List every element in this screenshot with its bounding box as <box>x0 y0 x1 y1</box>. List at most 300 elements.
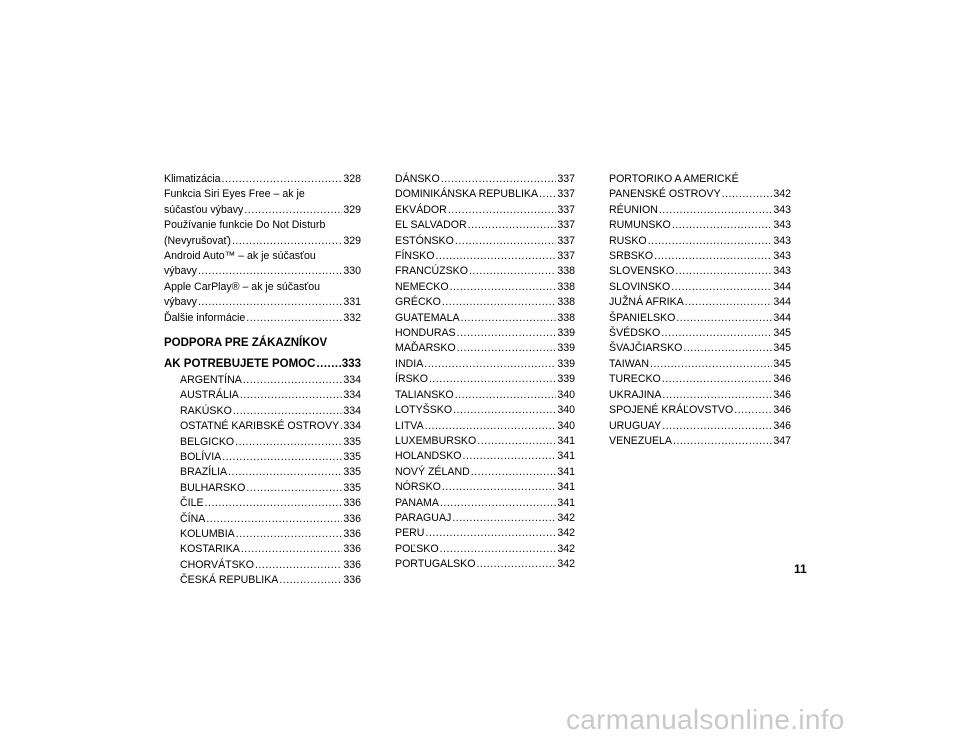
toc-entry-row <box>395 172 575 187</box>
leader-dots <box>279 573 342 588</box>
toc-entry-page: 342 <box>557 527 575 540</box>
toc-entry-row <box>609 434 791 449</box>
toc-entry[interactable] <box>395 465 575 480</box>
leader-dots <box>198 264 342 279</box>
toc-entry-page: 341 <box>557 434 575 447</box>
toc-entry-title: TALIANSKO <box>395 388 454 401</box>
toc-entry-page: 336 <box>343 512 361 525</box>
leader-dots <box>648 234 773 249</box>
toc-entry[interactable] <box>609 264 791 279</box>
toc-entry-title: JUŽNÁ AFRIKA <box>609 296 684 309</box>
toc-entry-page: 344 <box>773 296 791 309</box>
toc-entry-page: 329 <box>343 234 361 247</box>
toc-entry-heading[interactable] <box>164 357 361 372</box>
toc-entry[interactable] <box>395 218 575 233</box>
toc-entry-row <box>395 526 575 541</box>
toc-entry[interactable] <box>164 187 361 218</box>
toc-entry[interactable] <box>395 249 575 264</box>
toc-entry[interactable] <box>395 388 575 403</box>
leader-dots <box>236 527 343 542</box>
toc-entry-page: 342 <box>557 558 575 571</box>
toc-entry[interactable] <box>395 295 575 310</box>
toc-entry[interactable] <box>180 573 361 588</box>
toc-entry[interactable] <box>180 450 361 465</box>
toc-entry-title: Ďalšie informácie <box>164 311 246 324</box>
toc-entry[interactable] <box>395 526 575 541</box>
leader-dots <box>734 403 772 418</box>
toc-entry-row <box>609 280 791 295</box>
toc-entry-page: 335 <box>343 450 361 463</box>
toc-entry-title: LUXEMBURSKO <box>395 434 477 447</box>
toc-entry-title-line: Apple CarPlay® – ak je súčasťou <box>164 280 321 293</box>
toc-entry[interactable] <box>395 326 575 341</box>
toc-entry[interactable] <box>180 404 361 419</box>
toc-entry-row <box>180 465 361 480</box>
leader-dots <box>455 234 556 249</box>
toc-entry-title: RUSKO <box>609 234 647 247</box>
toc-entry-title: ŠPANIELSKO <box>609 311 676 324</box>
toc-entry-row <box>180 388 361 403</box>
leader-dots <box>468 218 557 233</box>
leader-dots <box>243 373 343 388</box>
toc-entry-page: 334 <box>343 389 361 402</box>
toc-entry[interactable] <box>395 311 575 326</box>
toc-entry-row <box>609 419 791 434</box>
leader-dots <box>442 480 556 495</box>
toc-entry-row <box>609 264 791 279</box>
leader-dots <box>671 280 772 295</box>
toc-entry-page: 337 <box>557 203 575 216</box>
toc-entry-page: 331 <box>343 296 361 309</box>
toc-entry-row <box>180 573 361 588</box>
leader-dots <box>457 341 557 356</box>
toc-entry-page: 336 <box>343 543 361 556</box>
toc-entry[interactable] <box>180 512 361 527</box>
toc-entry[interactable] <box>180 542 361 557</box>
toc-entry[interactable] <box>609 434 791 449</box>
toc-entry[interactable] <box>164 249 361 280</box>
toc-entry[interactable] <box>395 403 575 418</box>
toc-entry-row <box>609 249 791 264</box>
leader-dots <box>316 357 340 372</box>
toc-entry-row <box>395 388 575 403</box>
toc-entry-row <box>609 372 791 387</box>
toc-entry-title: AK POTREBUJETE POMOC <box>164 358 316 371</box>
toc-entry[interactable] <box>180 558 361 573</box>
toc-entry-title: výbavy <box>164 296 197 309</box>
toc-entry[interactable] <box>180 481 361 496</box>
toc-entry-row <box>395 403 575 418</box>
toc-entry-row <box>609 341 791 356</box>
toc-entry-row <box>180 435 361 450</box>
toc-entry-row <box>395 496 575 511</box>
toc-entry-title: UKRAJINA <box>609 388 662 401</box>
toc-entry-row <box>395 557 575 572</box>
toc-entry-page: 343 <box>773 203 791 216</box>
toc-entry-title: PARAGUAJ <box>395 511 452 524</box>
toc-entry-page: 342 <box>557 511 575 524</box>
toc-entry-row <box>180 558 361 573</box>
toc-entry[interactable] <box>180 388 361 403</box>
toc-entry-page: 341 <box>557 450 575 463</box>
toc-entry[interactable] <box>395 542 575 557</box>
toc-entry-title: (Nevyrušovať) <box>164 234 231 247</box>
toc-entry-page: 339 <box>557 342 575 355</box>
toc-entry-title: ČESKÁ REPUBLIKA <box>180 574 279 587</box>
leader-dots <box>440 496 556 511</box>
toc-entry-title: NOVÝ ZÉLAND <box>395 465 470 478</box>
toc-entry-row <box>180 481 361 496</box>
toc-entry-title-line: PORTORIKO A AMERICKÉ <box>609 173 739 185</box>
toc-entry-page: 343 <box>773 219 791 232</box>
leader-dots <box>425 526 556 541</box>
toc-entry-page: 332 <box>343 311 361 324</box>
toc-entry-title: FÍNSKO <box>395 250 435 263</box>
toc-entry-page: 337 <box>557 219 575 232</box>
leader-dots <box>450 280 557 295</box>
toc-entry[interactable] <box>395 480 575 495</box>
toc-entry-row <box>609 295 791 310</box>
toc-entry-page: 337 <box>557 250 575 263</box>
toc-entry[interactable] <box>164 172 361 187</box>
toc-entry[interactable] <box>609 372 791 387</box>
toc-entry[interactable] <box>180 419 361 434</box>
toc-entry-page: 340 <box>557 388 575 401</box>
toc-entry-title: RAKÚSKO <box>180 404 232 417</box>
leader-dots <box>246 311 342 326</box>
leader-dots <box>662 372 773 387</box>
toc-entry-row <box>180 450 361 465</box>
toc-entry-page: 336 <box>343 497 361 510</box>
toc-entry-page: 336 <box>343 527 361 540</box>
leader-dots <box>455 388 557 403</box>
leader-dots <box>206 512 342 527</box>
toc-entry-title: TAIWAN <box>609 357 650 370</box>
toc-entry-row <box>609 187 791 202</box>
toc-entry-row <box>395 264 575 279</box>
toc-entry-row <box>180 512 361 527</box>
toc-entry-title: Klimatizácia <box>164 173 221 185</box>
toc-entry-title: TURECKO <box>609 373 661 386</box>
toc-entry[interactable] <box>164 280 361 311</box>
toc-entry-page: 336 <box>343 574 361 587</box>
toc-entry-page: 339 <box>557 357 575 370</box>
section-heading <box>164 336 361 351</box>
leader-dots <box>722 187 773 202</box>
toc-entry-title: výbavy <box>164 265 197 278</box>
toc-entry-page: 338 <box>557 296 575 309</box>
toc-entry-title: SLOVENSKO <box>609 265 675 278</box>
toc-entry-title: NEMECKO <box>395 280 449 293</box>
toc-entry[interactable] <box>609 403 791 418</box>
toc-entry[interactable] <box>609 341 791 356</box>
toc-entry[interactable] <box>609 203 791 218</box>
toc-column-2 <box>395 172 575 573</box>
toc-entry-title: RÉUNION <box>609 203 658 216</box>
toc-entry-row <box>164 311 361 326</box>
toc-entry-row <box>609 403 791 418</box>
toc-entry[interactable] <box>180 527 361 542</box>
toc-entry-title: BOLÍVIA <box>180 450 222 463</box>
leader-dots <box>244 203 342 218</box>
toc-entry-title: POĽSKO <box>395 542 439 555</box>
leader-dots <box>441 172 557 187</box>
toc-entry[interactable] <box>609 280 791 295</box>
toc-entry[interactable] <box>395 187 575 202</box>
toc-entry-row <box>395 311 575 326</box>
leader-dots <box>469 264 556 279</box>
toc-entry-page: 346 <box>773 419 791 432</box>
toc-entry[interactable] <box>395 264 575 279</box>
toc-entry[interactable] <box>395 372 575 387</box>
toc-entry-row <box>609 203 791 218</box>
leader-dots <box>255 558 342 573</box>
toc-entry-title: ESTÓNSKO <box>395 234 454 247</box>
leader-dots <box>659 203 772 218</box>
toc-section-infotainment <box>164 172 361 326</box>
leader-dots <box>448 203 557 218</box>
toc-entry-row <box>164 172 361 187</box>
toc-entry-row <box>395 449 575 464</box>
toc-entry-page: 335 <box>343 481 361 494</box>
leader-dots <box>424 357 556 372</box>
toc-entry-title: ÍRSKO <box>395 373 428 386</box>
leader-dots <box>683 341 772 356</box>
leader-dots <box>235 435 342 450</box>
leader-dots <box>654 249 772 264</box>
toc-entry-row <box>395 357 575 372</box>
toc-entry[interactable] <box>609 326 791 341</box>
toc-entry-title: ŠVAJČIARSKO <box>609 342 683 355</box>
leader-dots <box>661 326 772 341</box>
leader-dots <box>442 295 556 310</box>
toc-entry-page: 342 <box>557 542 575 555</box>
toc-entry[interactable] <box>180 373 361 388</box>
toc-entry[interactable] <box>180 435 361 450</box>
leader-dots <box>222 172 343 187</box>
toc-entry-title: OSTATNÉ KARIBSKÉ OSTROVY <box>180 420 340 433</box>
toc-entry-row <box>609 218 791 233</box>
toc-entry[interactable] <box>395 280 575 295</box>
toc-entry-page: 340 <box>557 419 575 432</box>
toc-entry-page: 338 <box>557 265 575 278</box>
toc-entry-page: 346 <box>773 404 791 417</box>
leader-dots <box>429 372 556 387</box>
toc-entry-page: 341 <box>557 481 575 494</box>
toc-entry-row <box>395 280 575 295</box>
leader-dots <box>440 542 557 557</box>
toc-entry-row <box>609 311 791 326</box>
toc-entry[interactable] <box>609 311 791 326</box>
toc-entry-row <box>395 372 575 387</box>
toc-entry-row <box>395 465 575 480</box>
leader-dots <box>228 465 342 480</box>
toc-column-1 <box>164 172 361 589</box>
toc-entry[interactable] <box>395 203 575 218</box>
toc-entry[interactable] <box>395 557 575 572</box>
toc-entry-page: 337 <box>557 234 575 247</box>
toc-entry-row <box>395 218 575 233</box>
toc-entry-page: 343 <box>773 250 791 263</box>
toc-entry-title: CHORVÁTSKO <box>180 558 254 571</box>
toc-entry-row <box>609 388 791 403</box>
toc-entry-row <box>395 434 575 449</box>
toc-entry[interactable] <box>395 341 575 356</box>
leader-dots <box>246 481 342 496</box>
toc-entry[interactable] <box>180 496 361 511</box>
toc-entry-page: 342 <box>773 188 791 201</box>
toc-entry-row <box>180 373 361 388</box>
toc-entry-page: 341 <box>557 465 575 478</box>
toc-entry-title: RUMUNSKO <box>609 219 671 232</box>
leader-dots <box>452 511 556 526</box>
leader-dots <box>477 434 556 449</box>
toc-entry-row <box>395 341 575 356</box>
toc-entry-title: BRAZÍLIA <box>180 466 228 479</box>
toc-entry-row <box>395 326 575 341</box>
toc-entry-title: INDIA <box>395 357 424 370</box>
toc-entry-page: 334 <box>343 420 361 433</box>
toc-entry-page: 344 <box>773 311 791 324</box>
toc-entry-title: MAĎARSKO <box>395 342 456 355</box>
toc-entry-title: AUSTRÁLIA <box>180 389 239 402</box>
toc-entry[interactable] <box>164 218 361 249</box>
toc-entry[interactable] <box>609 234 791 249</box>
toc-entry-title: GUATEMALA <box>395 311 460 324</box>
toc-entry-page: 343 <box>773 234 791 247</box>
watermark: carmanualsonline.info <box>566 704 845 735</box>
leader-dots <box>471 465 557 480</box>
toc-entry-title: ČÍNA <box>180 512 206 525</box>
toc-entry-page: 345 <box>773 342 791 355</box>
toc-entry-page: 333 <box>341 358 361 371</box>
toc-entry-title: PORTUGALSKO <box>395 558 476 571</box>
leader-dots <box>222 450 342 465</box>
toc-entry-page: 339 <box>557 327 575 340</box>
toc-entry-title: PANAMA <box>395 496 439 509</box>
leader-dots <box>476 557 556 572</box>
toc-entry-title: LITVA <box>395 419 424 432</box>
leader-dots <box>539 187 556 202</box>
toc-entry-page: 345 <box>773 327 791 340</box>
toc-entry-row <box>395 419 575 434</box>
toc-entry[interactable] <box>395 357 575 372</box>
toc-entry-title: SPOJENÉ KRÁĽOVSTVO <box>609 404 734 417</box>
toc-entry[interactable] <box>609 249 791 264</box>
toc-entry-page: 347 <box>773 434 791 447</box>
toc-entry-title: SLOVINSKO <box>609 280 671 293</box>
toc-entry-page: 335 <box>343 466 361 479</box>
toc-entry-title: NÓRSKO <box>395 481 441 494</box>
toc-entry-row <box>395 234 575 249</box>
toc-entry-title: LOTYŠSKO <box>395 404 453 417</box>
toc-entry[interactable] <box>180 465 361 480</box>
toc-entry[interactable] <box>609 388 791 403</box>
toc-entry-title: DOMINIKÁNSKA REPUBLIKA <box>395 188 539 201</box>
toc-entry-page: 343 <box>773 265 791 278</box>
toc-entry-title: URUGUAY <box>609 419 662 432</box>
leader-dots <box>650 357 772 372</box>
toc-entry[interactable] <box>609 419 791 434</box>
leader-dots <box>675 264 772 279</box>
toc-entry-row <box>164 234 361 249</box>
toc-entry-row <box>609 326 791 341</box>
toc-entry-title: FRANCÚZSKO <box>395 265 468 278</box>
leader-dots <box>205 496 343 511</box>
toc-entry-row <box>395 187 575 202</box>
leader-dots <box>240 388 342 403</box>
toc-entry-row <box>395 480 575 495</box>
toc-entry[interactable] <box>395 234 575 249</box>
toc-entry-row <box>164 295 361 310</box>
leader-dots <box>461 311 557 326</box>
toc-entry-title: ČILE <box>180 497 204 510</box>
toc-entry-title: KOLUMBIA <box>180 527 235 540</box>
toc-entry-row <box>180 527 361 542</box>
leader-dots <box>425 419 557 434</box>
toc-entry[interactable] <box>164 311 361 326</box>
toc-entry-page: 330 <box>343 265 361 278</box>
toc-entry-row <box>180 496 361 511</box>
toc-entry[interactable] <box>609 218 791 233</box>
toc-entry-title: KOSTARIKA <box>180 543 240 556</box>
toc-entry-title: PANENSKÉ OSTROVY <box>609 188 721 201</box>
toc-entry-page: 334 <box>343 404 361 417</box>
toc-entry-row <box>609 234 791 249</box>
leader-dots <box>457 326 557 341</box>
toc-entry-page: 335 <box>343 435 361 448</box>
toc-entry-page: 336 <box>343 558 361 571</box>
toc-entry-row <box>395 542 575 557</box>
toc-entry-page: 337 <box>557 173 575 185</box>
toc-entry-page: 344 <box>773 280 791 293</box>
toc-entry[interactable] <box>395 496 575 511</box>
toc-entry[interactable] <box>395 511 575 526</box>
toc-entry-title: ARGENTÍNA <box>180 373 242 386</box>
toc-entry-page: 341 <box>557 496 575 509</box>
toc-entry-title: HONDURAS <box>395 327 456 340</box>
toc-section-countries <box>164 373 361 589</box>
toc-entry-title: DÁNSKO <box>395 173 440 185</box>
toc-entry-page: 329 <box>343 203 361 216</box>
toc-entry-page: 338 <box>557 280 575 293</box>
toc-entry-title: VENEZUELA <box>609 434 672 447</box>
toc-entry[interactable] <box>395 172 575 187</box>
leader-dots <box>435 249 556 264</box>
leader-dots <box>233 404 343 419</box>
toc-entry-title: HOLANDSKO <box>395 450 462 463</box>
toc-entry[interactable] <box>395 449 575 464</box>
toc-entry-page: 340 <box>557 404 575 417</box>
toc-entry-title: EKVÁDOR <box>395 203 447 216</box>
toc-entry[interactable] <box>609 295 791 310</box>
toc-entry[interactable] <box>609 357 791 372</box>
toc-entry-page: 346 <box>773 373 791 386</box>
toc-entry-title: SRBSKO <box>609 250 654 263</box>
toc-entry[interactable] <box>395 434 575 449</box>
toc-entry[interactable] <box>395 419 575 434</box>
toc-entry-row <box>395 203 575 218</box>
toc-entry-title-line: Android Auto™ – ak je súčasťou <box>164 250 316 263</box>
toc-entry-title-line: Používanie funkcie Do Not Disturb <box>164 219 326 232</box>
toc-entry-row <box>395 295 575 310</box>
toc-entry-title: súčasťou výbavy <box>164 203 244 216</box>
toc-entry-title: ŠVÉDSKO <box>609 327 661 340</box>
toc-entry-title: BELGICKO <box>180 435 235 448</box>
toc-entry-row <box>180 404 361 419</box>
leader-dots <box>453 403 556 418</box>
toc-entry[interactable] <box>609 172 791 203</box>
